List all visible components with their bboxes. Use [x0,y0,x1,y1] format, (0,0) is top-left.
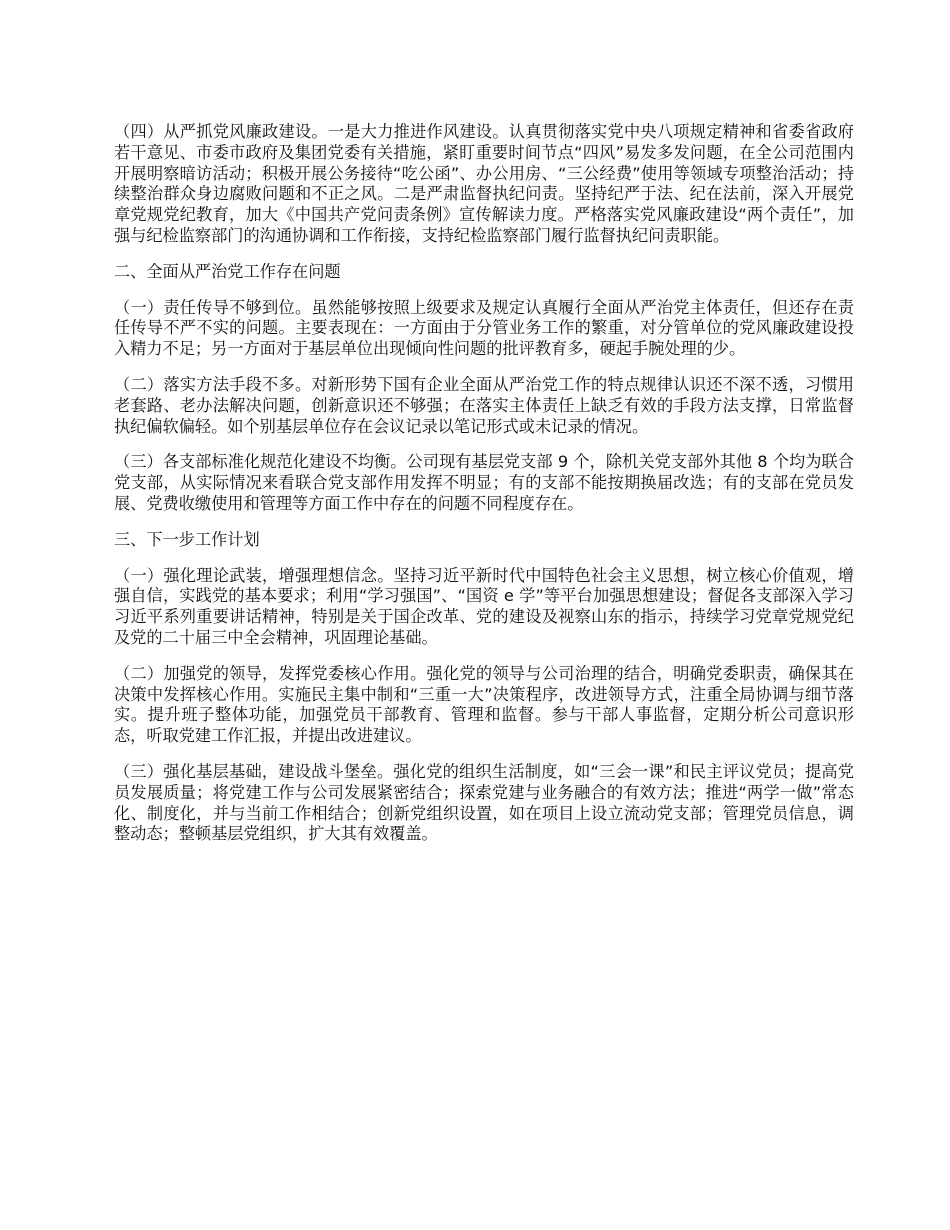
paragraph-problem-2: （二）落实方法手段不多。对新形势下国有企业全面从严治党工作的特点规律认识还不深不透，习惯用老套路、老办法解决问题，创新意识还不够强；在落实主体责任上缺乏有效的手段方法支撑，日常监督执纪偏软偏轻。如个别基层单位存在会议记录以笔记形式或未记录的情况。 [114,374,854,436]
paragraph-plan-3: （三）强化基层基础，建设战斗堡垒。强化党的组织生活制度，如“三会一课”和民主评议党员；提高党员发展质量；将党建工作与公司发展紧密结合；探索党建与业务融合的有效方法；推进“两学一做”常态化、制度化，并与当前工作相结合；创新党组织设置，如在项目上设立流动党支部；管理党员信息，调整动态；整顿基层党组织，扩大其有效覆盖。 [114,761,854,844]
paragraph-strict-governance: （四）从严抓党风廉政建设。一是大力推进作风建设。认真贯彻落实党中央八项规定精神和省委省政府若干意见、市委市政府及集团党委有关措施，紧盯重要时间节点“四风”易发多发问题，在全公司范围内开展明察暗访活动；积极开展公务接待“吃公函”、办公用房、“三公经费”使用等领域专项整治活动；持续整治群众身边腐败问题和不正之风。二是严肃监督执纪问责。坚持纪严于法、纪在法前，深入开展党章党规党纪教育，加大《中国共产党问责条例》宣传解读力度。严格落实党风廉政建设“两个责任”，加强与纪检监察部门的沟通协调和工作衔接，支持纪检监察部门履行监督执纪问责职能。 [114,122,854,245]
section-heading-next-plan: 三、下一步工作计划 [114,529,260,549]
paragraph-problem-1: （一）责任传导不够到位。虽然能够按照上级要求及规定认真履行全面从严治党主体责任，但还存在责任传导不严不实的问题。主要表现在：一方面由于分管业务工作的繁重，对分管单位的党风廉政建设投入精力不足；另一方面对于基层单位出现倾向性问题的批评教育多，硬起手腕处理的少。 [114,297,854,359]
paragraph-plan-1: （一）强化理论武装，增强理想信念。坚持习近平新时代中国特色社会主义思想，树立核心价值观，增强自信，实践党的基本要求；利用“学习强国”、“国资 e 学”等平台加强思想建设；督促各支部深入学习习近平系列重要讲话精神，特别是关于国企改革、党的建设及视察山东的指示，持续学习党章党规党纪及党的二十届三中全会精神，巩固理论基础。 [114,565,854,647]
paragraph-problem-3: （三）各支部标准化规范化建设不均衡。公司现有基层党支部 9 个，除机关党支部外其他 8 个均为联合党支部，从实际情况来看联合党支部作用发挥不明显；有的支部不能按期换届改选；有的支部在党员发展、党费收缴使用和管理等方面工作中存在的问题不同程度存在。 [114,452,854,513]
section-heading-problems: 二、全面从严治党工作存在问题 [114,261,341,281]
paragraph-plan-2: （二）加强党的领导，发挥党委核心作用。强化党的领导与公司治理的结合，明确党委职责，确保其在决策中发挥核心作用。实施民主集中制和“三重一大”决策程序，改进领导方式，注重全局协调与细节落实。提升班子整体功能，加强党员干部教育、管理和监督。参与干部人事监督，定期分析公司意识形态，听取党建工作汇报，并提出改进建议。 [114,663,854,746]
document-body [114,122,854,860]
